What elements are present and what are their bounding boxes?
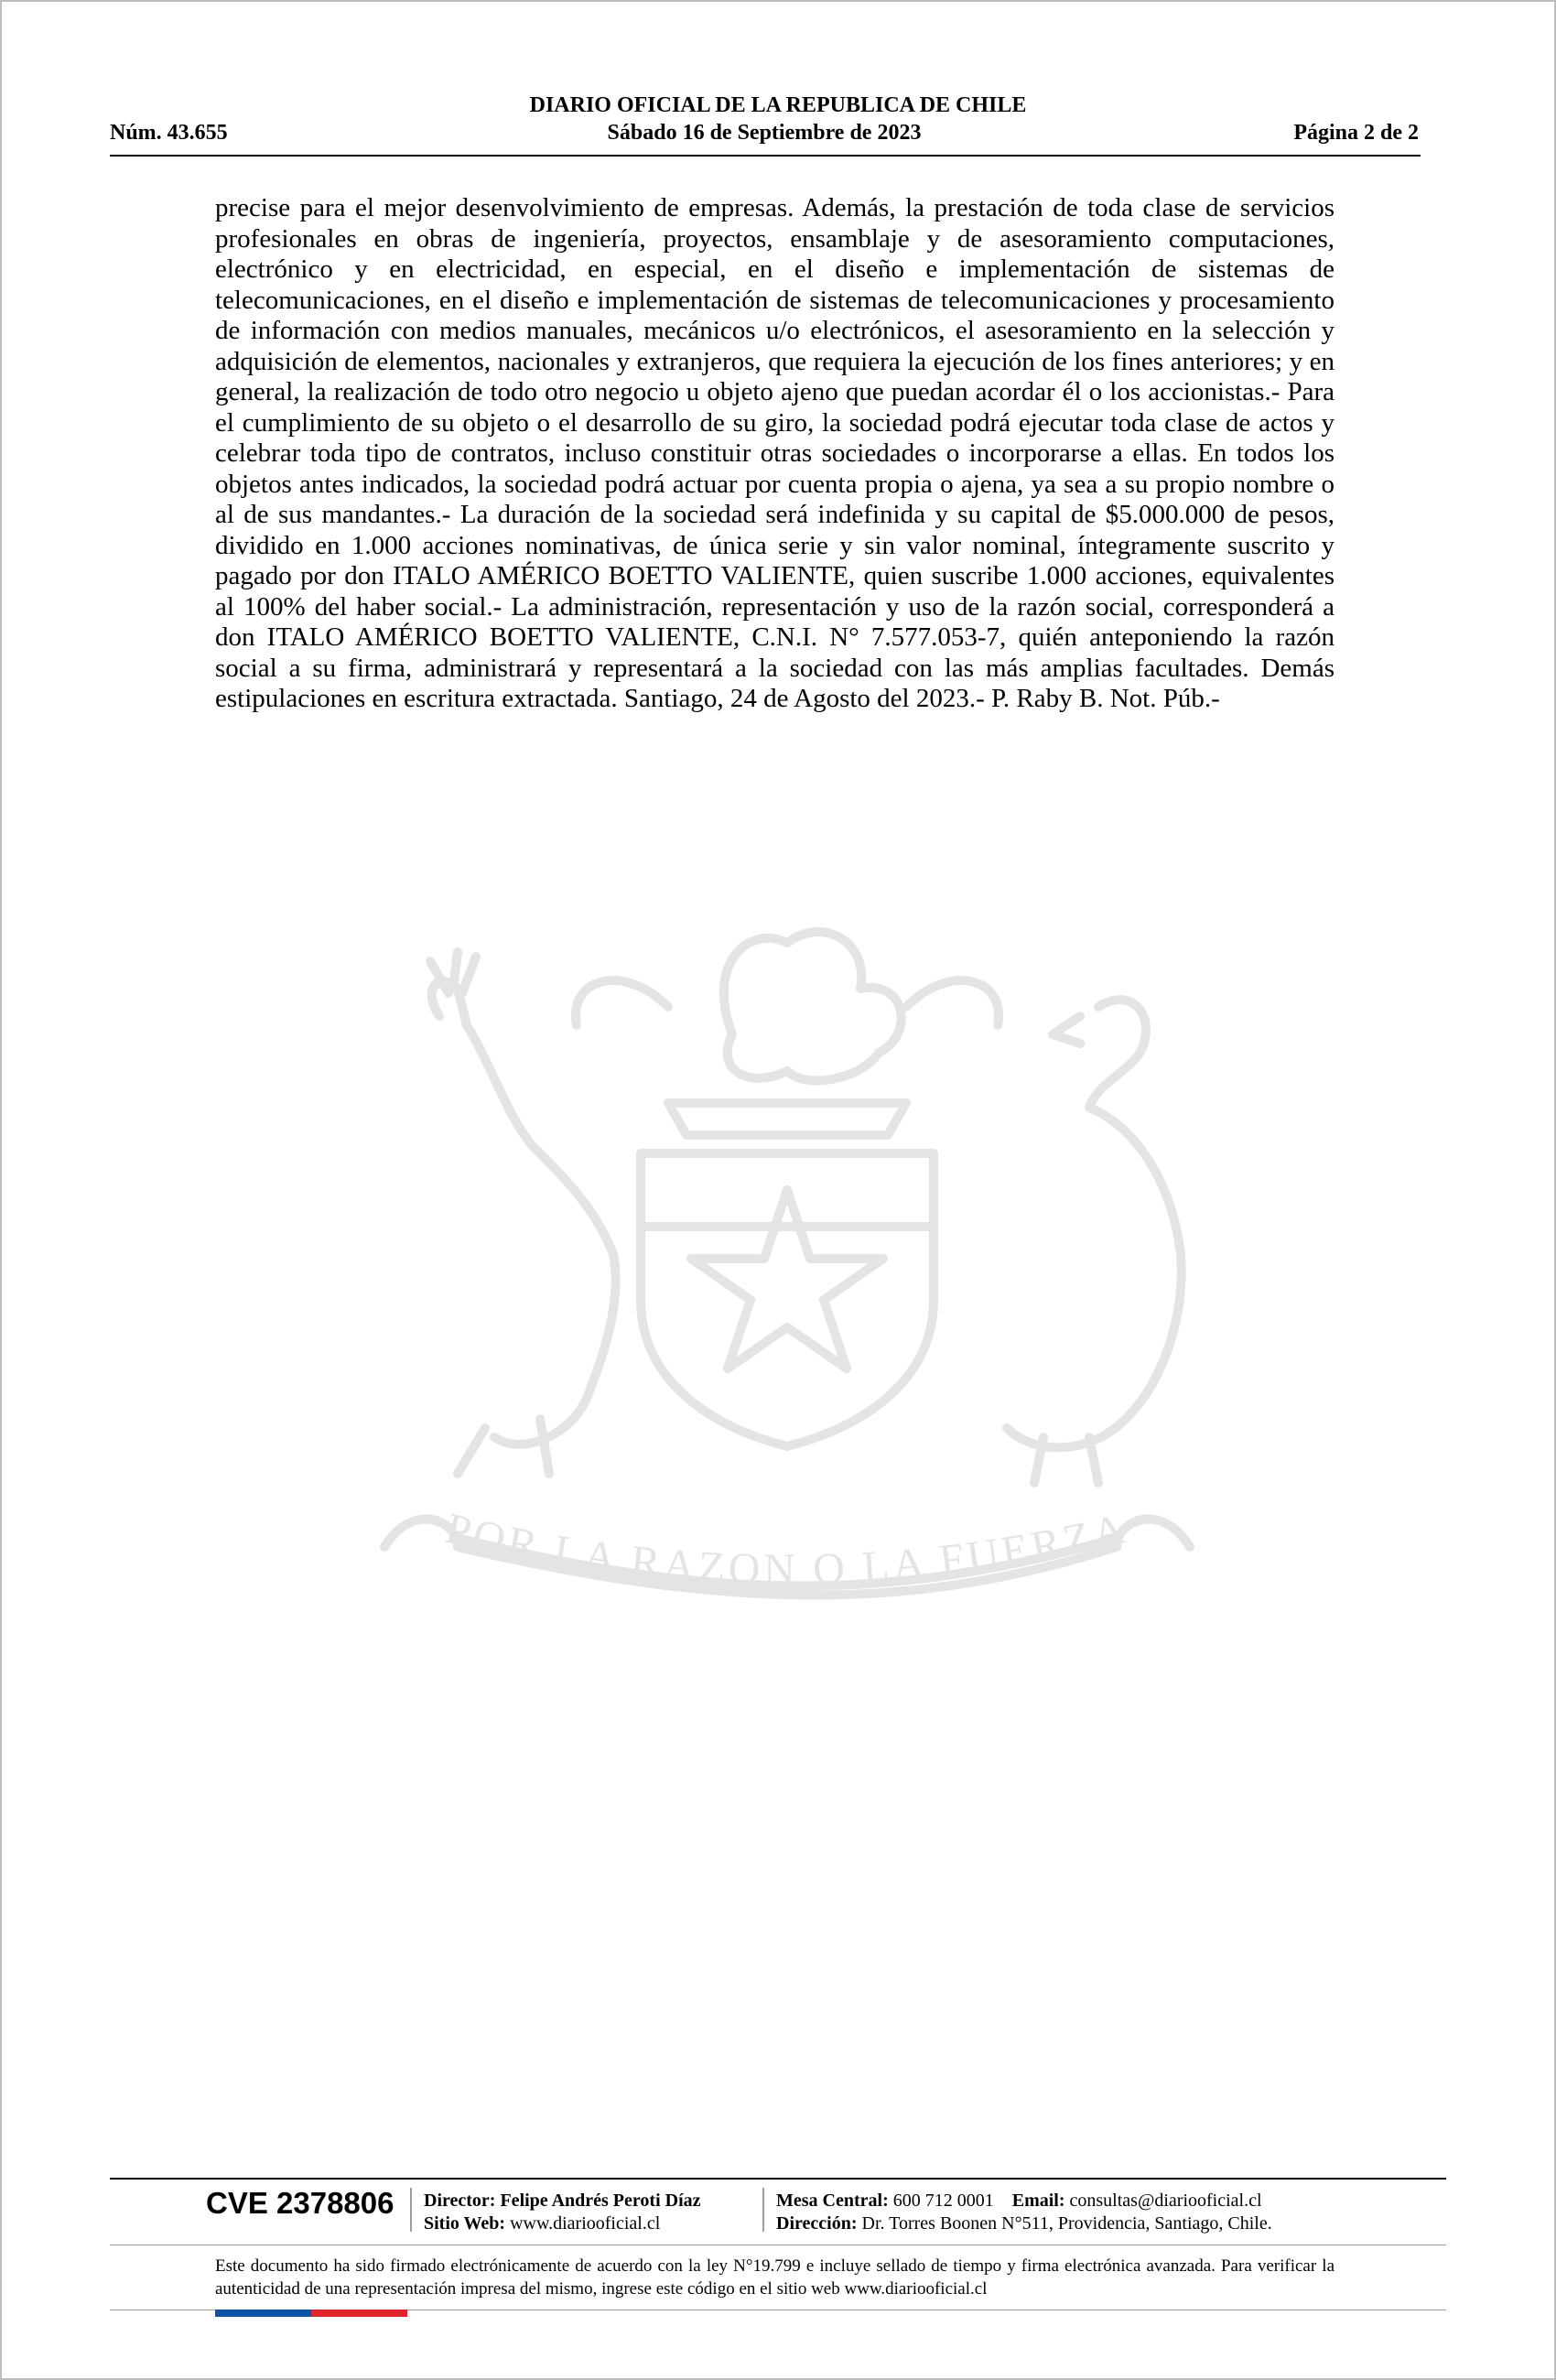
issue-date: Sábado 16 de Septiembre de 2023 (607, 121, 922, 145)
web-link[interactable]: www.diariooficial.cl (510, 2213, 661, 2234)
header-divider (110, 155, 1421, 157)
footer-separator-1 (410, 2188, 412, 2232)
direccion-value: Dr. Torres Boonen N°511, Providencia, Santiago, Chile. (861, 2213, 1272, 2234)
cve-code: CVE 2378806 (206, 2186, 394, 2220)
page-indicator: Página 2 de 2 (1293, 121, 1419, 145)
header-title: DIARIO OFICIAL DE LA REPUBLICA DE CHILE (529, 93, 1027, 117)
email-link[interactable]: consultas@diariooficial.cl (1069, 2191, 1262, 2211)
director-label: Director: (424, 2191, 496, 2211)
mesa-value: 600 712 0001 (892, 2191, 994, 2211)
direccion-label: Dirección: (776, 2213, 858, 2234)
body-text: precise para el mejor desenvolvimiento de empresas. Además, la prestación de toda clase de servicios profesionales en obras de ingeniería, proyectos, ensamblaje y de asesoramiento computaciones, electrónico y en electricidad, en especial, en el diseño e implementación de sistemas de telecomunicaciones, en el diseño e implementación de sistemas de telecomunicaciones y procesamiento de información con medios manuales, mecánicos u/o electrónicos, el asesoramiento en la selección y adquisición de elementos, nacionales y extranjeros, que requiera la ejecución de los fines anteriores; y en general, la realización de todo otro negocio u objeto ajeno que puedan acordar él o los accionistas.- Para el cumplimiento de su objeto o el desarrollo de su giro, la sociedad podrá ejecutar toda clase de actos y celebrar toda tipo de contratos, incluso constituir otras sociedades o incorporarse a ellas. En todos los objetos antes indicados, la sociedad podrá actuar por cuenta propia o ajena, ya sea a su propio nombre o al de sus mandantes.- La duración de la sociedad será indefinida y su capital de $5.000.000 de pesos, dividido en 1.000 acciones nominativas, de única serie y sin valor nominal, íntegramente suscrito y pagado por don ITALO AMÉRICO BOETTO VALIENTE, quien suscribe 1.000 acciones, equivalentes al 100% del haber social.- La administración, representación y uso de la razón social, corresponderá a don ITALO AMÉRICO BOETTO VALIENTE, C.N.I. N° 7.577.053-7, quién anteponiendo la razón social a su firma, administrará y representará a la sociedad con las más amplias facultades. Demás estipulaciones en escritura extractada. Santiago, 24 de Agosto del 2023.- P. Raby B. Not. Púb.- (215, 193, 1334, 713)
email-label: Email: (1011, 2191, 1065, 2211)
footer-divider-top (110, 2178, 1446, 2180)
chile-coat-of-arms-icon (275, 906, 1327, 1657)
coat-motto: POR LA RAZON O LA FUERZA (440, 1503, 1134, 1595)
director-value: Felipe Andrés Peroti Díaz (500, 2191, 701, 2211)
footer-director-column (424, 2190, 701, 2235)
issue-number: Núm. 43.655 (110, 121, 228, 145)
footer-separator-2 (762, 2188, 764, 2232)
flag-stripe-red (311, 2310, 407, 2317)
flag-stripe-blue (215, 2310, 311, 2317)
web-label: Sitio Web: (424, 2213, 506, 2234)
header-row (110, 121, 1419, 148)
mesa-label: Mesa Central: (776, 2191, 889, 2211)
footer-legal-note: Este documento ha sido firmado electrónicamente de acuerdo con la ley N°19.799 e incluye sellado de tiempo y firma electrónica avanzada. Para verificar la autenticidad de una representación impresa del mismo, ingrese este código en el sitio web www.diariooficial.cl (215, 2256, 1334, 2299)
svg-text:POR LA RAZON O LA FUERZA (441, 1504, 1133, 1594)
footer-contact-column (776, 2190, 1272, 2235)
